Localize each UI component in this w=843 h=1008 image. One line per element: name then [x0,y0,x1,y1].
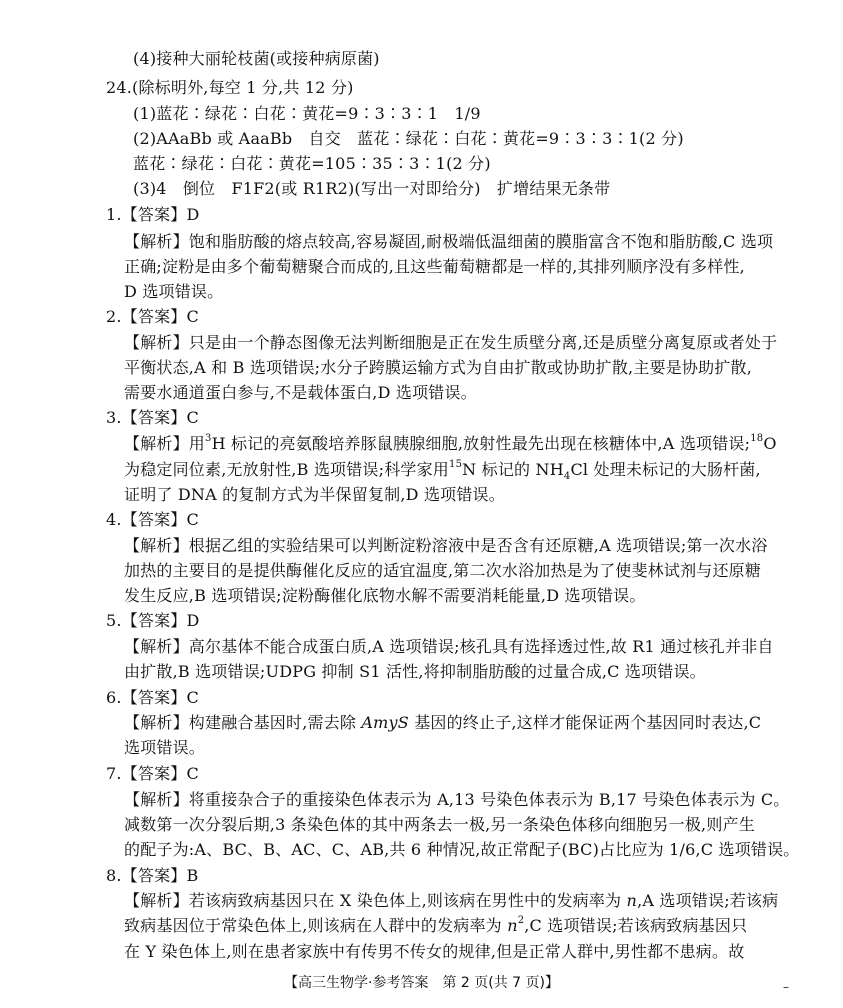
analysis-1-line-1: 【解析】饱和脂肪酸的熔点较高,容易凝固,耐极端低温细菌的膜脂富含不饱和脂肪酸,C 选项 [124,232,774,251]
q24-line1: (1)蓝花∶绿花∶白花∶黄花=9∶3∶3∶1 1/9 [133,104,481,123]
answer-8: 8.【答案】B [106,866,199,885]
answer-7: 7.【答案】C [106,764,199,783]
analysis-6-line-1: 【解析】构建融合基因时,需去除 AmyS 基因的终止子,这样才能保证两个基因同时表达,C [124,713,762,732]
analysis-6-line-2: 选项错误。 [124,738,206,757]
answer-4: 4.【答案】C [106,510,199,529]
analysis-1-line-3: D 选项错误。 [124,282,224,301]
analysis-4-line-2: 加热的主要目的是提供酶催化反应的适宜温度,第二次水浴加热是为了使斐林试剂与还原糖 [124,561,762,580]
analysis-2-line-3: 需要水通道蛋白参与,不是载体蛋白,D 选项错误。 [124,383,477,402]
q24-line3: 蓝花∶绿花∶白花∶黄花=105∶35∶3∶1(2 分) [133,154,491,173]
answer-2: 2.【答案】C [106,307,199,326]
analysis-5-line-2: 由扩散,B 选项错误;UDPG 抑制 S1 活性,将抑制脂肪酸的过量合成,C 选项错误。 [124,662,706,681]
analysis-4-line-3: 发生反应,B 选项错误;淀粉酶催化底物水解不需要消耗能量,D 选项错误。 [124,586,646,605]
analysis-2-line-1: 【解析】只是由一个静态图像无法判断细胞是正在发生质壁分离,还是质壁分离复原或者处于 [124,333,778,352]
analysis-8-line-2: 致病基因位于常染色体上,则该病在人群中的发病率为 $n^2,C$ 选项错误;若该病致病基因只 [124,914,748,935]
analysis-2-line-2: 平衡状态,A 和 B 选项错误;水分子跨膜运输方式为自由扩散或协助扩散,主要是协助扩散, [124,358,753,377]
analysis-7-line-3: 的配子为:A、BC、B、AC、C、AB,共 6 种情况,故正常配子(BC)占比应为 1/6,C 选项错误。 [124,840,800,859]
analysis-8-line-3: 在 Y 染色体上,则在患者家族中有传男不传女的规律,但是正常人群中,男性都不患病。故 [124,942,745,961]
analysis-8-line-1: 【解析】若该病致病基因只在 X 染色体上,则该病在男性中的发病率为 n,A 选项错误;若该病 [124,891,779,910]
page-footer: 【高三生物学·参考答案 第 2 页(共 7 页)】 [284,975,559,991]
analysis-4-line-1: 【解析】根据乙组的实验结果可以判断淀粉溶液中是否含有还原糖,A 选项错误;第一次水浴 [124,536,768,555]
answer-3: 3.【答案】C [106,408,199,427]
q24-header: 24.(除标明外,每空 1 分,共 12 分) [106,78,354,97]
q24-line4: (3)4 倒位 F1F2(或 R1R2)(写出一对即给分) 扩增结果无条带 [133,179,611,198]
analysis-1-line-2: 正确;淀粉是由多个葡萄糖聚合而成的,且这些葡萄糖都是一样的,其排列顺序没有多样性, [124,257,745,276]
corner-mark: – [783,980,789,994]
q23-item4: (4)接种大丽轮枝菌(或接种病原菌) [133,49,380,68]
analysis-5-line-1: 【解析】高尔基体不能合成蛋白质,A 选项错误;核孔具有选择透过性,故 R1 通过核孔并非自 [124,637,774,656]
q24-line2: (2)AAaBb 或 AaaBb 自交 蓝花∶绿花∶白花∶黄花=9∶3∶3∶1(2 分) [133,129,684,148]
answer-5: 5.【答案】D [106,611,200,630]
answer-1: 1.【答案】D [106,205,200,224]
answer-6: 6.【答案】C [106,688,199,707]
analysis-3-line-2: 为稳定同位素,无放射性,B 选项错误;科学家用$^{15}$N 标记的 $NH_4Cl$ 处理未标记的大肠杆菌, [124,458,761,483]
analysis-7-line-2: 减数第一次分裂后期,3 条染色体的其中两条去一极,另一条染色体移向细胞另一极,则产生 [124,815,755,834]
analysis-7-line-1: 【解析】将重接杂合子的重接染色体表示为 A,13 号染色体表示为 B,17 号染色体表示为 C。 [124,790,790,809]
analysis-3-line-3: 证明了 DNA 的复制方式为半保留复制,D 选项错误。 [124,485,505,504]
analysis-3-line-1: 【解析】用$^3$H 标记的亮氨酸培养豚鼠胰腺细胞,放射性最先出现在核糖体中,A 选项错误;$^{18}$O [124,432,777,453]
